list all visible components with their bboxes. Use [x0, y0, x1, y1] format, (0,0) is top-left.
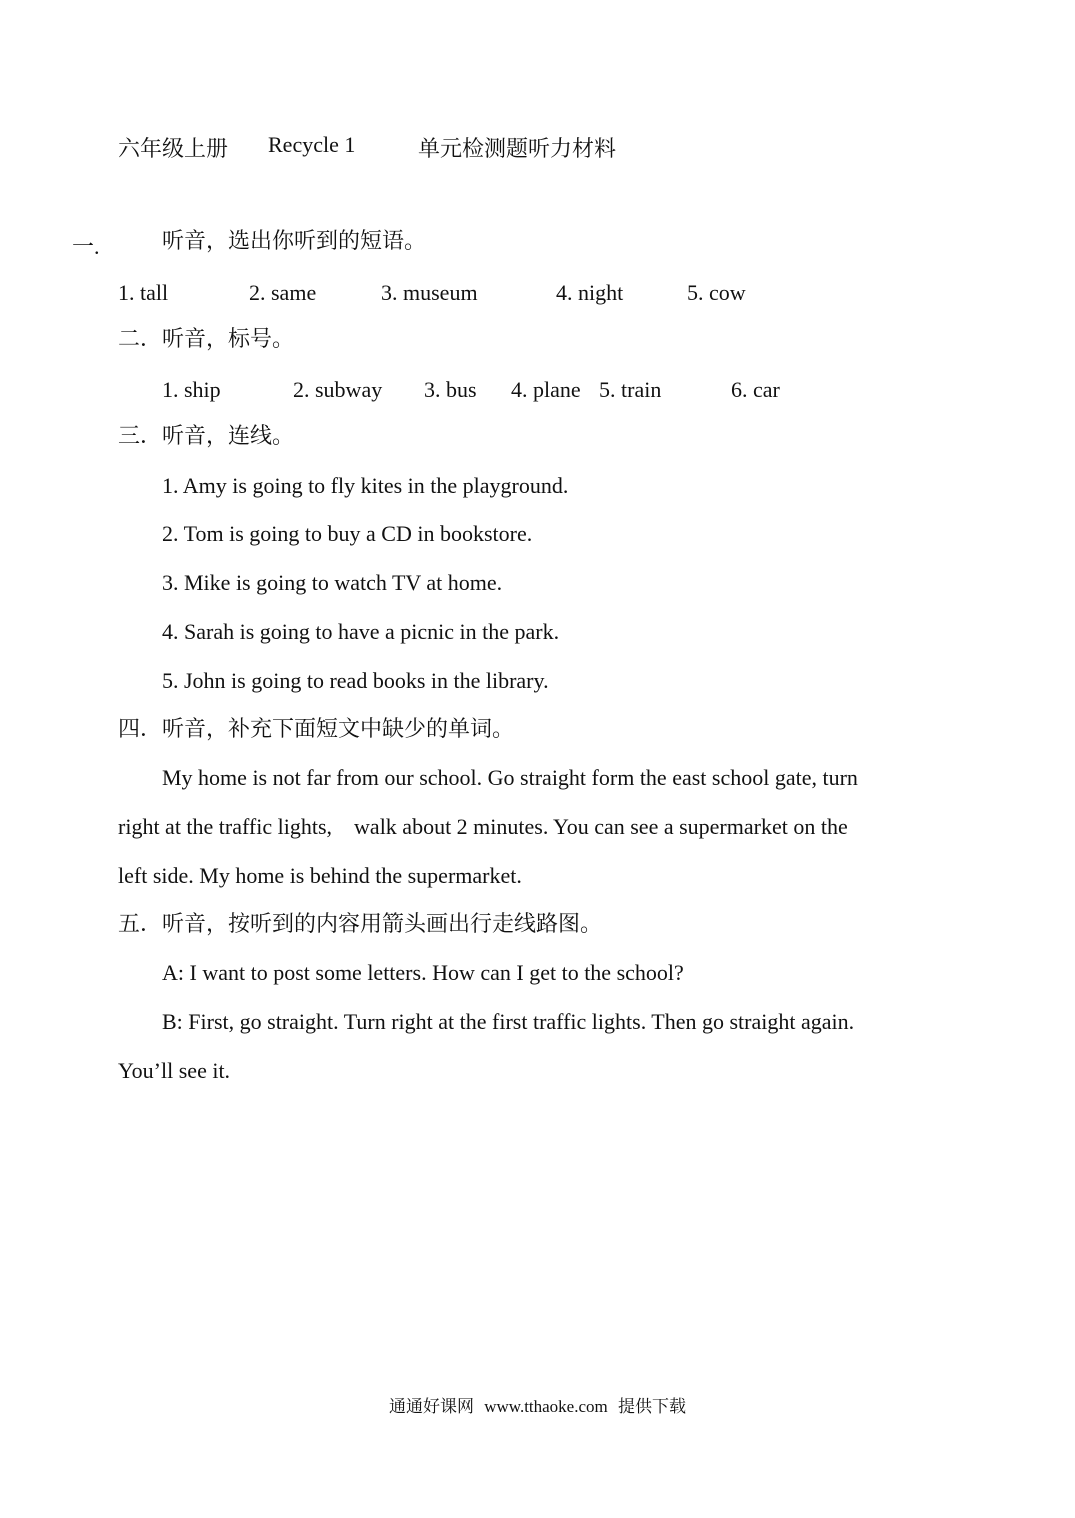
- section-4-paragraph-line: right at the traffic lights, walk about 2 minutes. You can see a supermarket on the: [118, 814, 848, 839]
- section-2-heading: 二．听音，标号。: [118, 326, 295, 351]
- section-2-item: 5. train: [599, 377, 662, 402]
- title-unit: Recycle 1: [268, 132, 356, 157]
- section-2-item: 1. ship: [162, 377, 221, 402]
- footer-url[interactable]: www.tthaoke.com: [484, 1397, 608, 1416]
- section-5-dialogue-line: You’ll see it.: [118, 1058, 231, 1083]
- section-1-heading: 听音，选出你听到的短语。: [162, 228, 427, 253]
- section-1-item: 3. museum: [381, 280, 478, 305]
- section-4-paragraph-line: left side. My home is behind the supermarket.: [118, 863, 522, 888]
- section-3-sentence: 4. Sarah is going to have a picnic in the park.: [162, 619, 560, 644]
- section-3-heading: 三．听音，连线。: [118, 423, 295, 448]
- footer-site-name: 通通好课网: [388, 1397, 474, 1416]
- section-3-sentence: 1. Amy is going to fly kites in the playground.: [162, 473, 569, 498]
- section-5-dialogue-line: B: First, go straight. Turn right at the first traffic lights. Then go straight again.: [162, 1009, 855, 1034]
- section-2-item: 6. car: [731, 377, 780, 402]
- section-1-number: 一.: [72, 234, 100, 259]
- section-3-sentence: 2. Tom is going to buy a CD in bookstore.: [162, 521, 533, 546]
- section-2-item: 3. bus: [424, 377, 477, 402]
- section-5-dialogue-line: A: I want to post some letters. How can I get to the school?: [162, 960, 684, 985]
- section-4-paragraph-line: My home is not far from our school. Go straight form the east school gate, turn: [162, 765, 858, 790]
- section-1-item: 2. same: [249, 280, 317, 305]
- section-3-sentence: 3. Mike is going to watch TV at home.: [162, 570, 503, 595]
- page-footer: [0, 1392, 1075, 1417]
- section-2-item: 2. subway: [293, 377, 383, 402]
- section-2-item: 4. plane: [511, 377, 581, 402]
- section-5-heading: 五．听音，按听到的内容用箭头画出行走线路图。: [118, 911, 603, 936]
- title-name: 单元检测题听力材料: [418, 136, 617, 161]
- section-4-heading: 四．听音，补充下面短文中缺少的单词。: [118, 716, 515, 741]
- section-3-sentence: 5. John is going to read books in the library.: [162, 668, 549, 693]
- section-1-item: 1. tall: [118, 280, 169, 305]
- section-1-item: 4. night: [556, 280, 624, 305]
- title-grade: 六年级上册: [118, 136, 229, 161]
- section-1-item: 5. cow: [687, 280, 746, 305]
- footer-note: 提供下载: [618, 1397, 687, 1416]
